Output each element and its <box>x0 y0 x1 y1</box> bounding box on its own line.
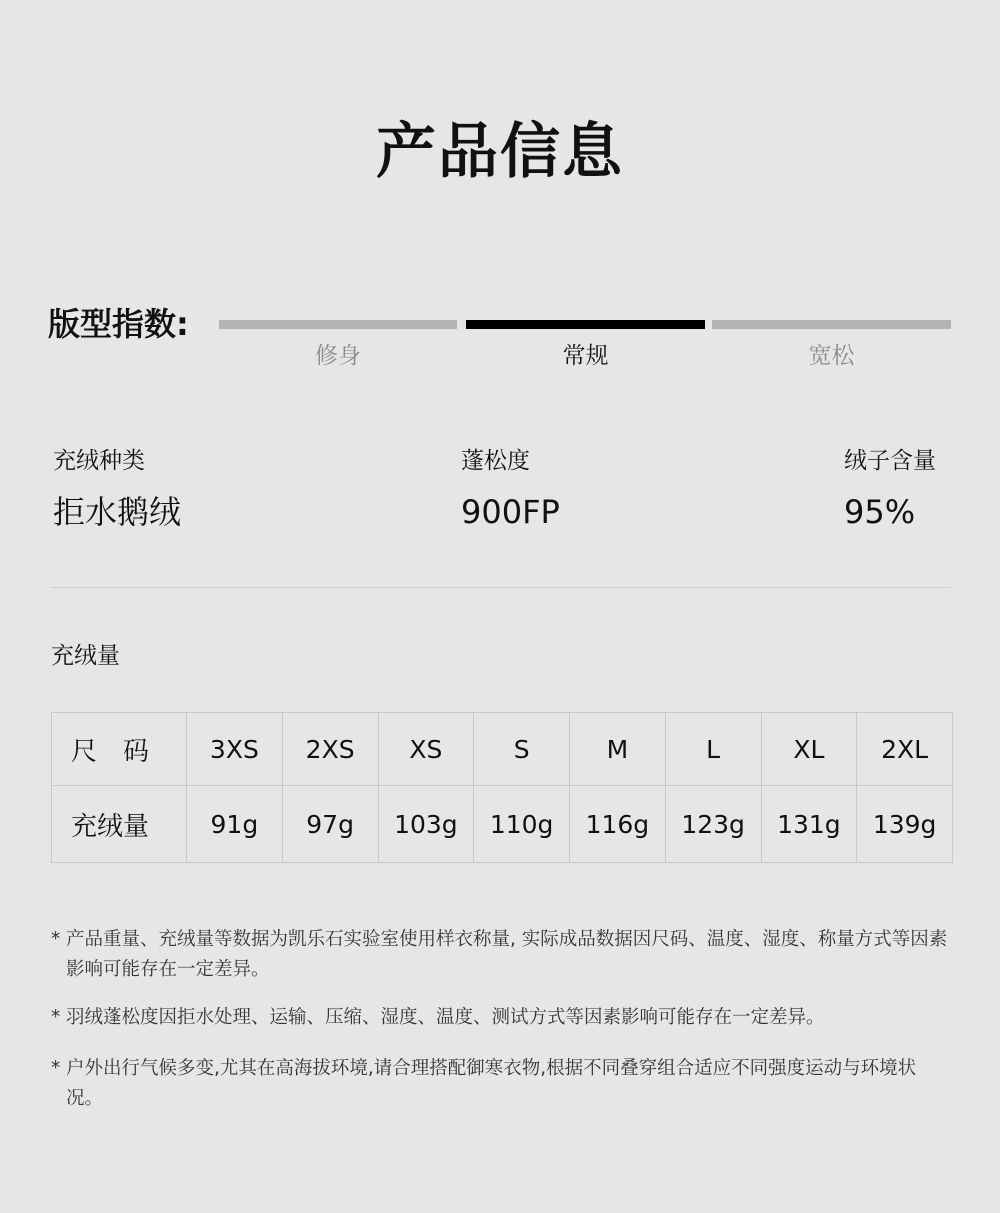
fill-cell: 103g <box>378 786 474 863</box>
page-title: 产品信息 <box>376 117 624 187</box>
spec-value: 900FP <box>461 493 560 531</box>
fit-option-loose: 宽松 <box>808 343 855 369</box>
size-cell: XL <box>761 713 857 786</box>
note-text: 户外出行气候多变,尤其在高海拔环境,请合理搭配御寒衣物,根据不同叠穿组合适应不同强度运动与环境状况。 <box>66 1058 917 1109</box>
size-header-cell: 尺 码 <box>52 713 187 786</box>
fit-index-label: 版型指数: <box>48 305 189 343</box>
note-marker: * <box>51 1007 61 1028</box>
spec-label: 绒子含量 <box>844 448 936 474</box>
size-cell: L <box>665 713 761 786</box>
note-text: 羽绒蓬松度因拒水处理、运输、压缩、湿度、温度、测试方式等因素影响可能存在一定差异。 <box>66 1007 825 1028</box>
fill-cell: 131g <box>761 786 857 863</box>
fit-bar-slim <box>219 320 457 329</box>
spec-fill-power <box>461 444 560 534</box>
note-loft-disclaimer <box>51 1003 951 1033</box>
note-marker: * <box>51 929 61 950</box>
spec-label: 充绒种类 <box>53 448 145 474</box>
size-cell: M <box>570 713 666 786</box>
section-divider <box>51 587 951 588</box>
note-weight-disclaimer <box>51 925 951 985</box>
spec-value: 拒水鹅绒 <box>53 493 182 531</box>
fill-cell: 91g <box>187 786 283 863</box>
fill-cell: 110g <box>474 786 570 863</box>
size-cell: 3XS <box>187 713 283 786</box>
fill-cell: 97g <box>282 786 378 863</box>
note-marker: * <box>51 1058 61 1079</box>
fit-option-slim: 修身 <box>315 343 361 369</box>
fill-amount-heading: 充绒量 <box>51 643 120 669</box>
fill-cell: 123g <box>665 786 761 863</box>
spec-down-content <box>844 444 936 534</box>
fill-cell: 139g <box>857 786 953 863</box>
table-row-size <box>52 713 953 786</box>
spec-value: 95% <box>844 493 916 531</box>
fill-cell: 116g <box>570 786 666 863</box>
fit-option-regular: 常规 <box>562 343 609 369</box>
note-outdoor-advice <box>51 1054 951 1114</box>
spec-label: 蓬松度 <box>461 448 530 474</box>
size-cell: 2XS <box>282 713 378 786</box>
note-text: 产品重量、充绒量等数据为凯乐石实验室使用样衣称量, 实际成品数据因尺码、温度、湿度、称量方式等因素影响可能存在一定差异。 <box>66 929 948 980</box>
size-cell: 2XL <box>857 713 953 786</box>
size-cell: S <box>474 713 570 786</box>
table-row-fill <box>52 786 953 863</box>
fit-bar-loose <box>712 320 951 329</box>
fit-bar-regular <box>466 320 705 329</box>
size-cell: XS <box>378 713 474 786</box>
fill-amount-table <box>51 712 953 863</box>
fill-header-cell: 充绒量 <box>52 786 187 863</box>
spec-fill-type <box>53 444 181 534</box>
